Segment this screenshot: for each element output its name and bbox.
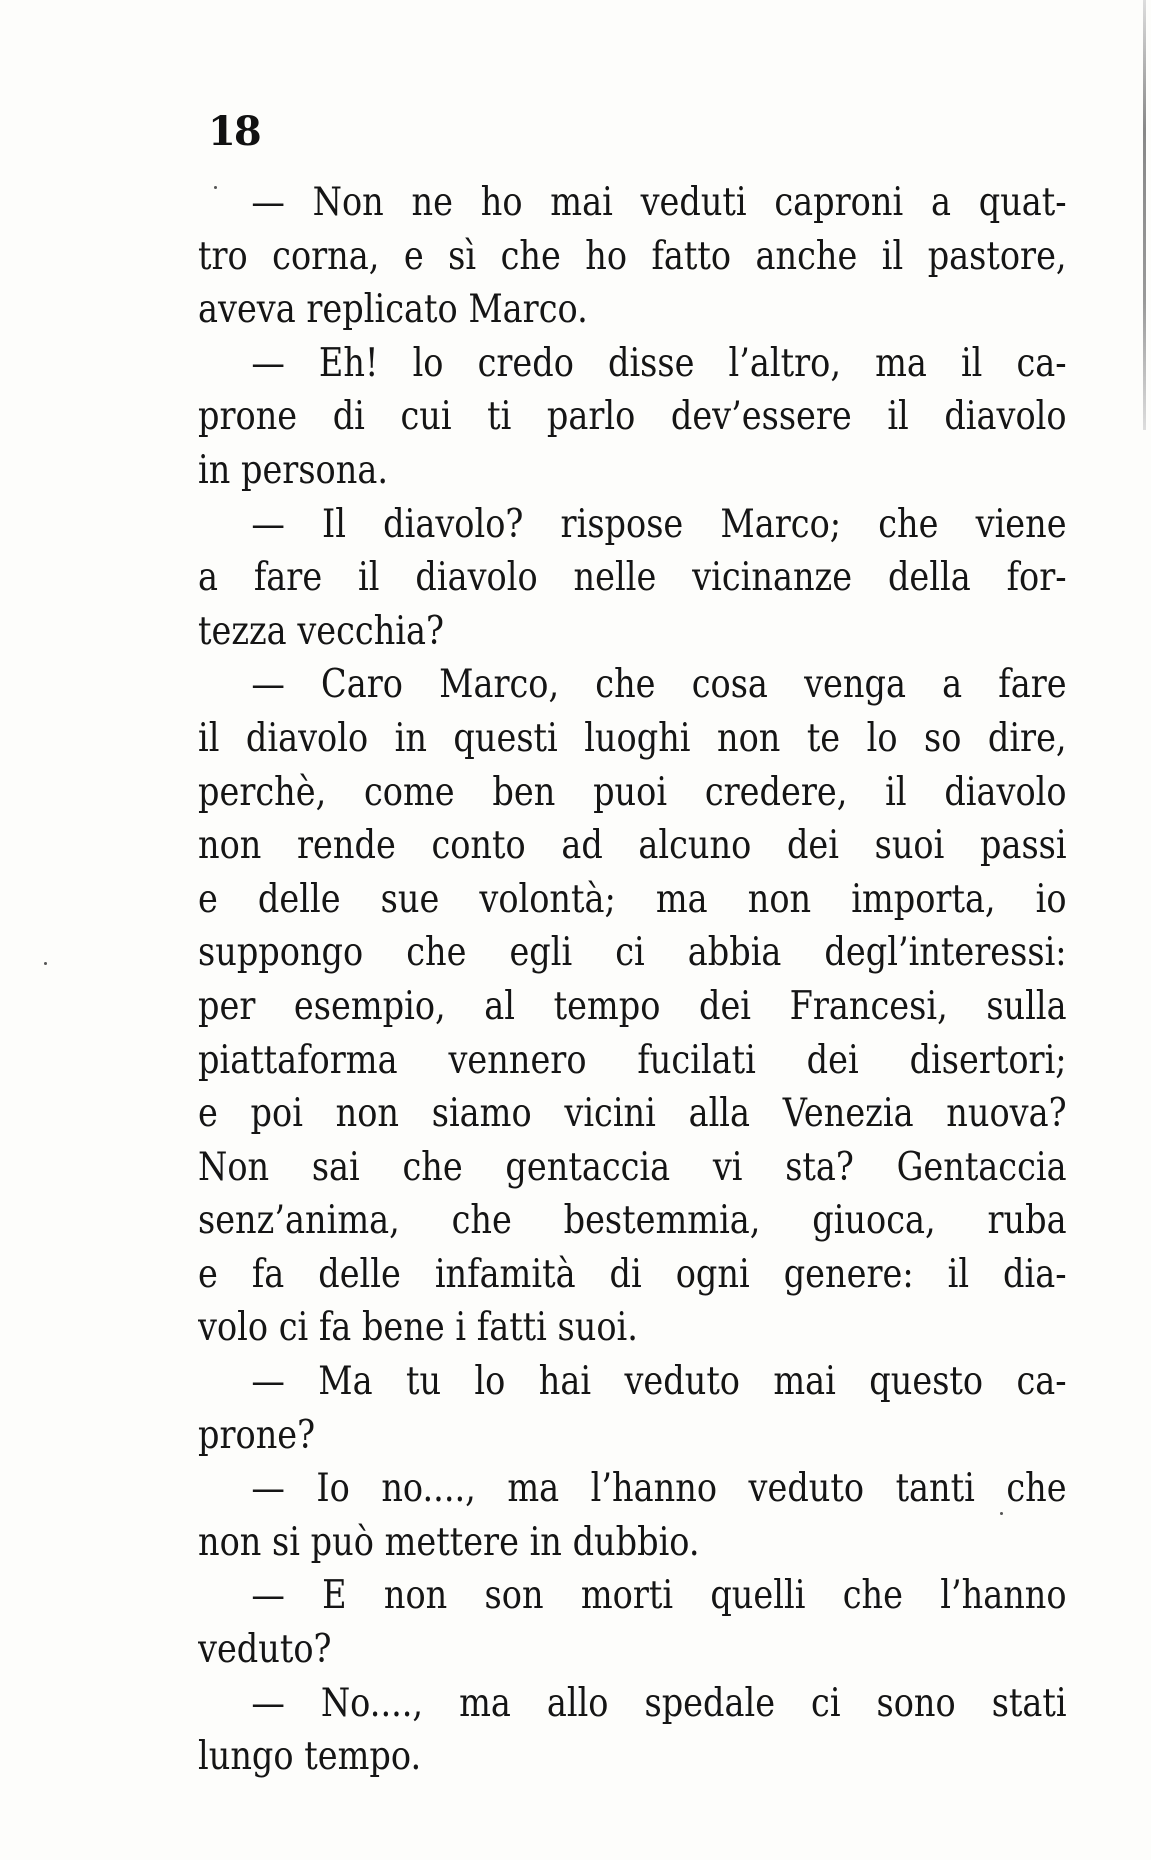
text-line: tezza vecchia? <box>198 608 445 654</box>
text-line: per esempio, al tempo dei Francesi, sulla <box>198 983 1067 1029</box>
body-text <box>198 176 1068 1784</box>
text-line: e fa delle infamità di ogni genere: il dia- <box>198 1251 1067 1297</box>
text-line: prone di cui ti parlo dev’essere il diavolo <box>198 394 1067 440</box>
text-line: in persona. <box>198 447 389 493</box>
text-line: il diavolo in questi luoghi non te lo so dire, <box>198 715 1067 761</box>
print-speck <box>1000 1512 1003 1515</box>
text-line: lungo tempo. <box>198 1734 422 1780</box>
text-line: — E non son morti quelli che l’hanno <box>251 1573 1067 1619</box>
page-edge-shadow <box>1143 0 1146 430</box>
text-line: Non sai che gentaccia vi sta? Gentaccia <box>198 1144 1067 1190</box>
text-line: perchè, come ben puoi credere, il diavolo <box>198 769 1067 815</box>
print-speck <box>214 186 217 189</box>
text-line: prone? <box>198 1412 316 1458</box>
text-line: e delle sue volontà; ma non importa, io <box>198 876 1067 922</box>
text-line: senz’anima, che bestemmia, giuoca, ruba <box>198 1198 1067 1244</box>
text-line: — Io no...., ma l’hanno veduto tanti che <box>251 1466 1067 1512</box>
text-line: veduto? <box>198 1627 332 1673</box>
text-line: non rende conto ad alcuno dei suoi passi <box>198 823 1067 869</box>
text-line: — Non ne ho mai veduti caproni a quat- <box>251 180 1067 225</box>
text-line: — No...., ma allo spedale ci sono stati <box>251 1680 1067 1726</box>
text-line: — Il diavolo? rispose Marco; che viene <box>251 501 1067 547</box>
text-line: e poi non siamo vicini alla Venezia nuova? <box>198 1091 1067 1137</box>
text-line: piattaforma vennero fucilati dei disertori; <box>198 1037 1067 1083</box>
text-line: — Ma tu lo hai veduto mai questo ca- <box>251 1359 1067 1405</box>
text-line: suppongo che egli ci abbia degl’interessi: <box>198 930 1067 976</box>
text-line: — Eh! lo credo disse l’altro, ma il ca- <box>251 340 1067 386</box>
text-line: non si può mettere in dubbio. <box>198 1519 700 1565</box>
text-line: tro corna, e sì che ho fatto anche il pastore, <box>198 233 1067 279</box>
text-line: aveva replicato Marco. <box>198 287 588 333</box>
text-line: volo ci fa bene i fatti suoi. <box>198 1305 638 1351</box>
print-speck <box>44 962 47 965</box>
page-number: 18 <box>208 108 260 155</box>
text-line: — Caro Marco, che cosa venga a fare <box>251 662 1067 708</box>
text-line: a fare il diavolo nelle vicinanze della for- <box>198 555 1067 601</box>
